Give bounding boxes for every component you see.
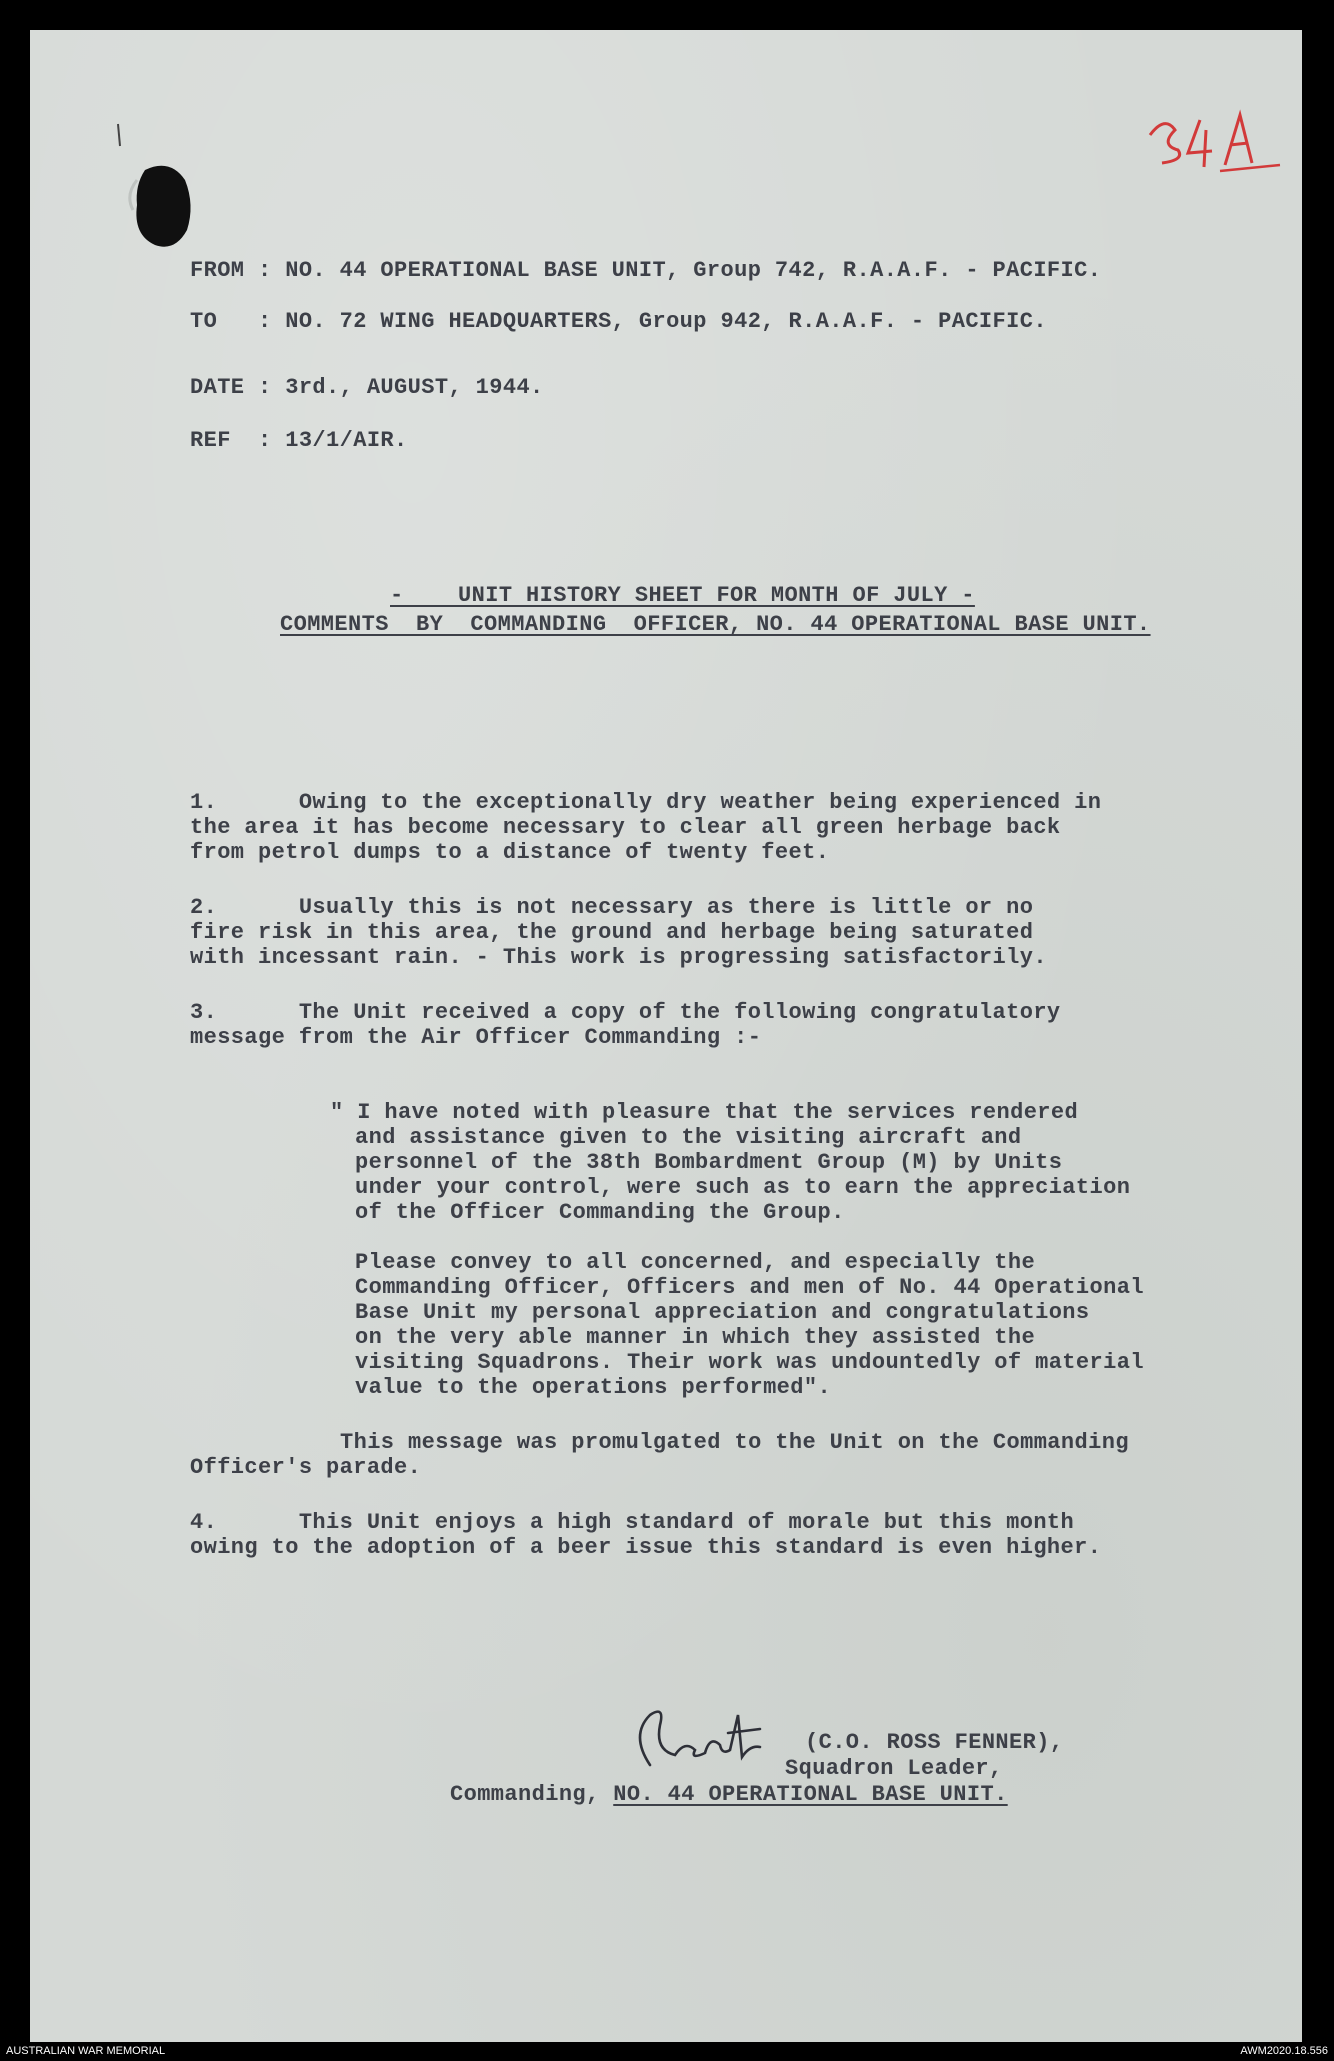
footer-institution: AUSTRALIAN WAR MEMORIAL	[6, 2045, 166, 2057]
para-3b-line-1: This message was promulgated to the Unit on the Commanding	[340, 1430, 1129, 1455]
handwritten-page-number	[1140, 105, 1290, 175]
quote-1-line-4: under your control, were such as to earn the appreciation	[355, 1175, 1131, 1200]
para-3b-line-2: Officer's parade.	[190, 1455, 422, 1480]
ref-line: REF : 13/1/AIR.	[190, 428, 408, 453]
signatory-rank: Squadron Leader,	[785, 1756, 1003, 1781]
para-3-line-2: message from the Air Officer Commanding :-	[190, 1025, 762, 1050]
para-1-line-1: 1. Owing to the exceptionally dry weather being experienced in	[190, 790, 1102, 815]
paper-mark	[110, 120, 130, 150]
quote-2-line-3: Base Unit my personal appreciation and congratulations	[355, 1300, 1090, 1325]
para-2-line-2: fire risk in this area, the ground and herbage being saturated	[190, 920, 1034, 945]
to-line: TO : NO. 72 WING HEADQUARTERS, Group 942, R.A.A.F. - PACIFIC.	[190, 309, 1047, 334]
date-line: DATE : 3rd., AUGUST, 1944.	[190, 375, 544, 400]
handwritten-signature	[610, 1695, 800, 1785]
quote-2-line-1: Please convey to all concerned, and especially the	[355, 1250, 1036, 1275]
command-prefix: Commanding,	[450, 1782, 614, 1807]
quote-1-line-3: personnel of the 38th Bombardment Group (M) by Units	[355, 1150, 1063, 1175]
footer-catalogue-id: AWM2020.18.556	[1240, 2045, 1328, 2057]
title-line-1: - UNIT HISTORY SHEET FOR MONTH OF JULY -	[390, 583, 975, 608]
signatory-command	[450, 1782, 1008, 1808]
title-line-2: COMMENTS BY COMMANDING OFFICER, NO. 44 OPERATIONAL BASE UNIT.	[280, 612, 1151, 637]
para-4-line-2: owing to the adoption of a beer issue this standard is even higher.	[190, 1535, 1102, 1560]
quote-2-line-5: visiting Squadrons. Their work was undountedly of material	[355, 1350, 1144, 1375]
para-4-line-1: 4. This Unit enjoys a high standard of morale but this month	[190, 1510, 1075, 1535]
para-2-line-3: with incessant rain. - This work is progressing satisfactorily.	[190, 945, 1047, 970]
signatory-name: (C.O. ROSS FENNER),	[805, 1730, 1064, 1755]
para-1-line-3: from petrol dumps to a distance of twenty feet.	[190, 840, 830, 865]
punch-hole	[115, 150, 205, 260]
document-page	[30, 30, 1302, 2042]
quote-2-line-4: on the very able manner in which they assisted the	[355, 1325, 1036, 1350]
quote-1-line-1: " I have noted with pleasure that the services rendered	[330, 1100, 1079, 1125]
command-unit: NO. 44 OPERATIONAL BASE UNIT.	[613, 1782, 1008, 1807]
para-2-line-1: 2. Usually this is not necessary as there is little or no	[190, 895, 1034, 920]
from-line: FROM : NO. 44 OPERATIONAL BASE UNIT, Group 742, R.A.A.F. - PACIFIC.	[190, 258, 1102, 283]
quote-2-line-2: Commanding Officer, Officers and men of No. 44 Operational	[355, 1275, 1144, 1300]
para-3-line-1: 3. The Unit received a copy of the following congratulatory	[190, 1000, 1061, 1025]
quote-2-line-6: value to the operations performed".	[355, 1375, 832, 1400]
quote-1-line-5: of the Officer Commanding the Group.	[355, 1200, 845, 1225]
para-1-line-2: the area it has become necessary to clear all green herbage back	[190, 815, 1061, 840]
quote-1-line-2: and assistance given to the visiting aircraft and	[355, 1125, 1022, 1150]
